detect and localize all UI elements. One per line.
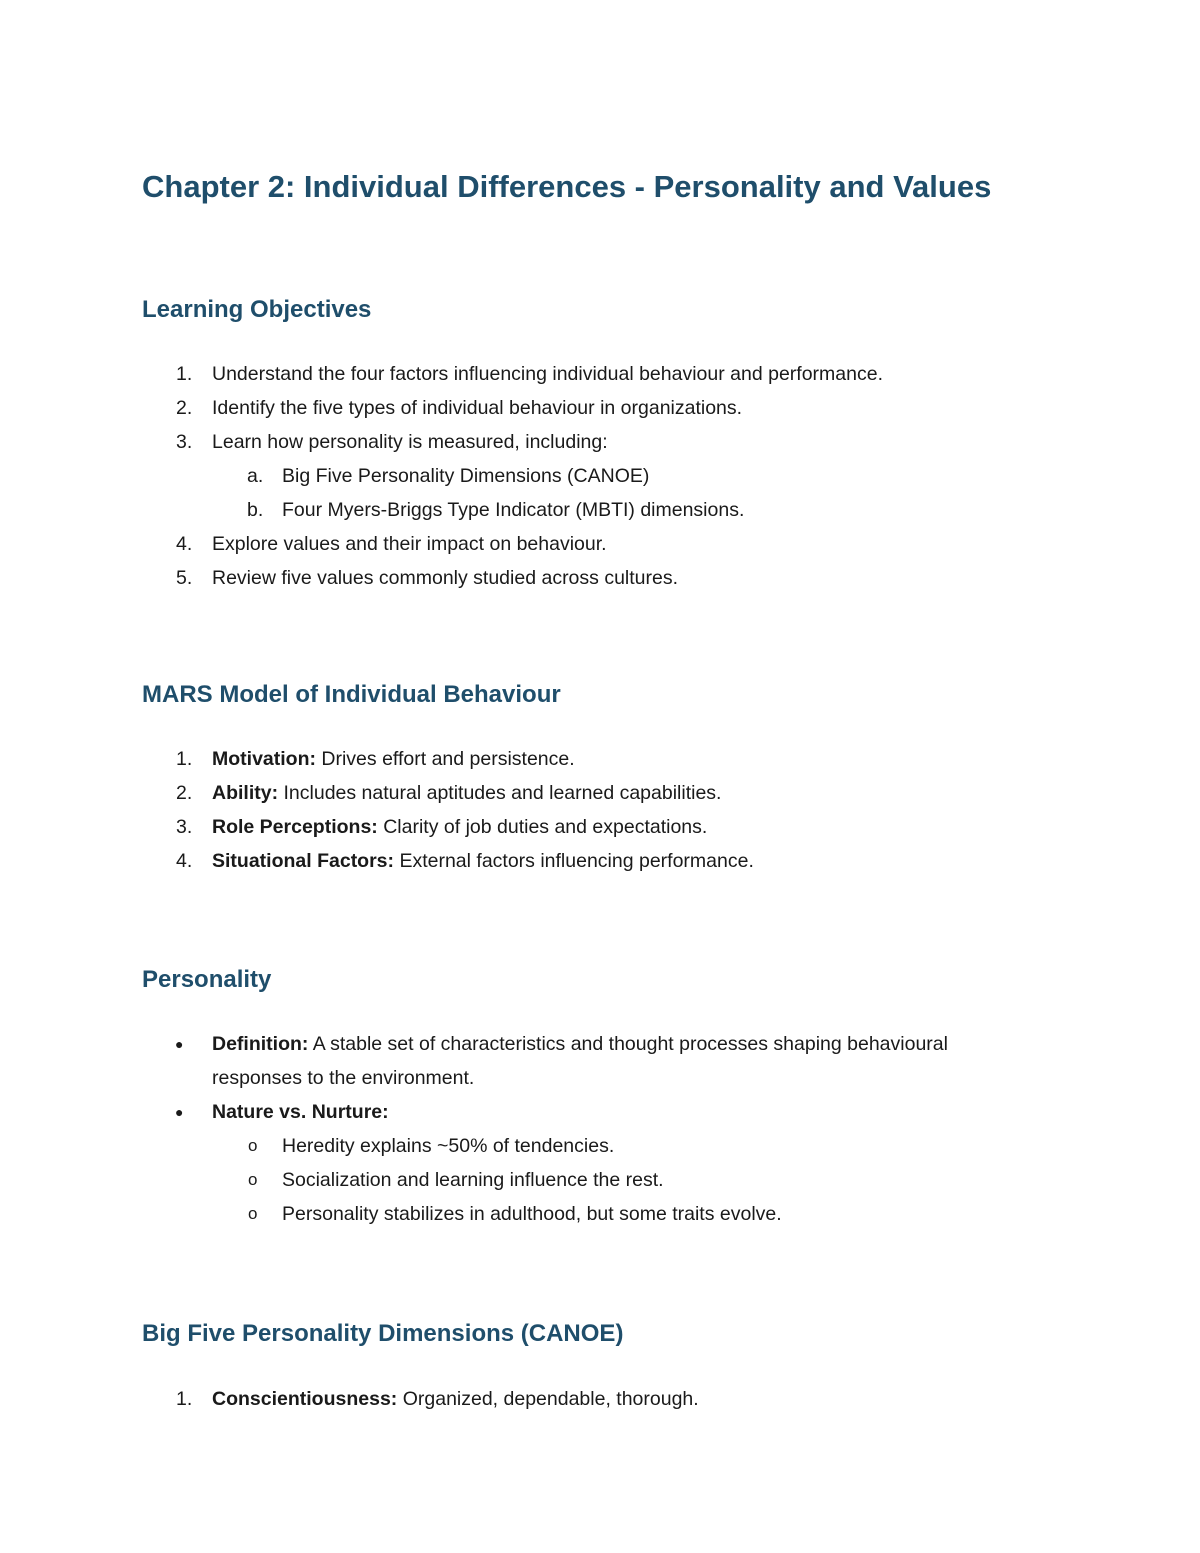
heading-big-five: Big Five Personality Dimensions (CANOE) [142,1320,624,1347]
list-item [142,357,1022,391]
list-item-text: A stable set of characteristics and thought processes shaping behavioural responses to the environment. [212,1033,948,1089]
list-item [142,391,1022,425]
list-number: 3. [176,816,193,838]
mars-model-list [142,742,1022,878]
heading-mars-model: MARS Model of Individual Behaviour [142,681,561,708]
sub-list [212,1129,972,1231]
list-item-term: Conscientiousness: [212,1388,398,1410]
list-number: 1. [176,363,193,385]
learning-objectives-list [142,357,1022,595]
list-number: 1. [176,748,193,770]
list-item-term: Ability: [212,782,279,804]
list-item [142,561,1022,595]
list-item-term: Role Perceptions: [212,816,378,838]
heading-learning-objectives: Learning Objectives [142,296,372,323]
list-item [142,810,1022,844]
list-item-text: Understand the four factors influencing individual behaviour and performance. [212,363,883,385]
list-item-text: Identify the five types of individual behaviour in organizations. [212,397,743,419]
list-item-term: Motivation: [212,748,316,770]
sub-list-item [142,1163,972,1197]
circle-bullet-icon: o [248,1204,258,1223]
list-number: 4. [176,533,193,555]
sub-list-item-text: Personality stabilizes in adulthood, but some traits evolve. [282,1203,782,1225]
list-item [142,844,1022,878]
list-number: 4. [176,850,193,872]
circle-bullet-icon: o [248,1170,258,1189]
sub-list-item-text: Big Five Personality Dimensions (CANOE) [282,465,650,487]
list-item-text: Includes natural aptitudes and learned capabilities. [278,782,722,804]
list-item [142,1382,1022,1416]
sub-list-item [142,1129,972,1163]
list-item-text: Organized, dependable, thorough. [397,1388,699,1410]
sub-list-item [142,493,1022,527]
sub-list-item-text: Four Myers-Briggs Type Indicator (MBTI) dimensions. [282,499,745,521]
list-item-text: Learn how personality is measured, including: [212,431,608,453]
sub-list-item [142,459,1022,493]
sub-list-letter: b. [247,499,264,521]
list-item-text: Review five values commonly studied across cultures. [212,567,679,589]
list-item-term: Definition: [212,1033,309,1055]
heading-personality: Personality [142,966,272,993]
list-item-text: Explore values and their impact on behaviour. [212,533,607,555]
bullet-icon: ● [175,1104,184,1120]
list-item [142,527,1022,561]
list-item-text: External factors influencing performance. [394,850,754,872]
list-item [142,742,1022,776]
sub-list-item-text: Heredity explains ~50% of tendencies. [282,1135,615,1157]
list-item [142,425,1022,527]
list-number: 2. [176,782,193,804]
list-number: 2. [176,397,193,419]
list-item [142,776,1022,810]
sub-list-item [142,1197,972,1231]
list-item [142,1095,972,1231]
list-item-term: Nature vs. Nurture: [212,1101,389,1123]
circle-bullet-icon: o [248,1136,258,1155]
document-title: Chapter 2: Individual Differences - Personality and Values [142,169,992,204]
sub-list-item-text: Socialization and learning influence the rest. [282,1169,664,1191]
list-item-text: Clarity of job duties and expectations. [377,816,708,838]
bullet-icon: ● [175,1036,184,1052]
list-number: 1. [176,1388,193,1410]
list-item-term: Situational Factors: [212,850,395,872]
personality-list [142,1027,972,1231]
document-page [142,0,1072,1553]
list-number: 5. [176,567,193,589]
big-five-list [142,1382,1022,1416]
list-item [142,1027,972,1095]
sub-list-letter: a. [247,465,264,487]
list-number: 3. [176,431,193,453]
list-item-text: Drives effort and persistence. [315,748,575,770]
sub-list [212,459,1022,527]
